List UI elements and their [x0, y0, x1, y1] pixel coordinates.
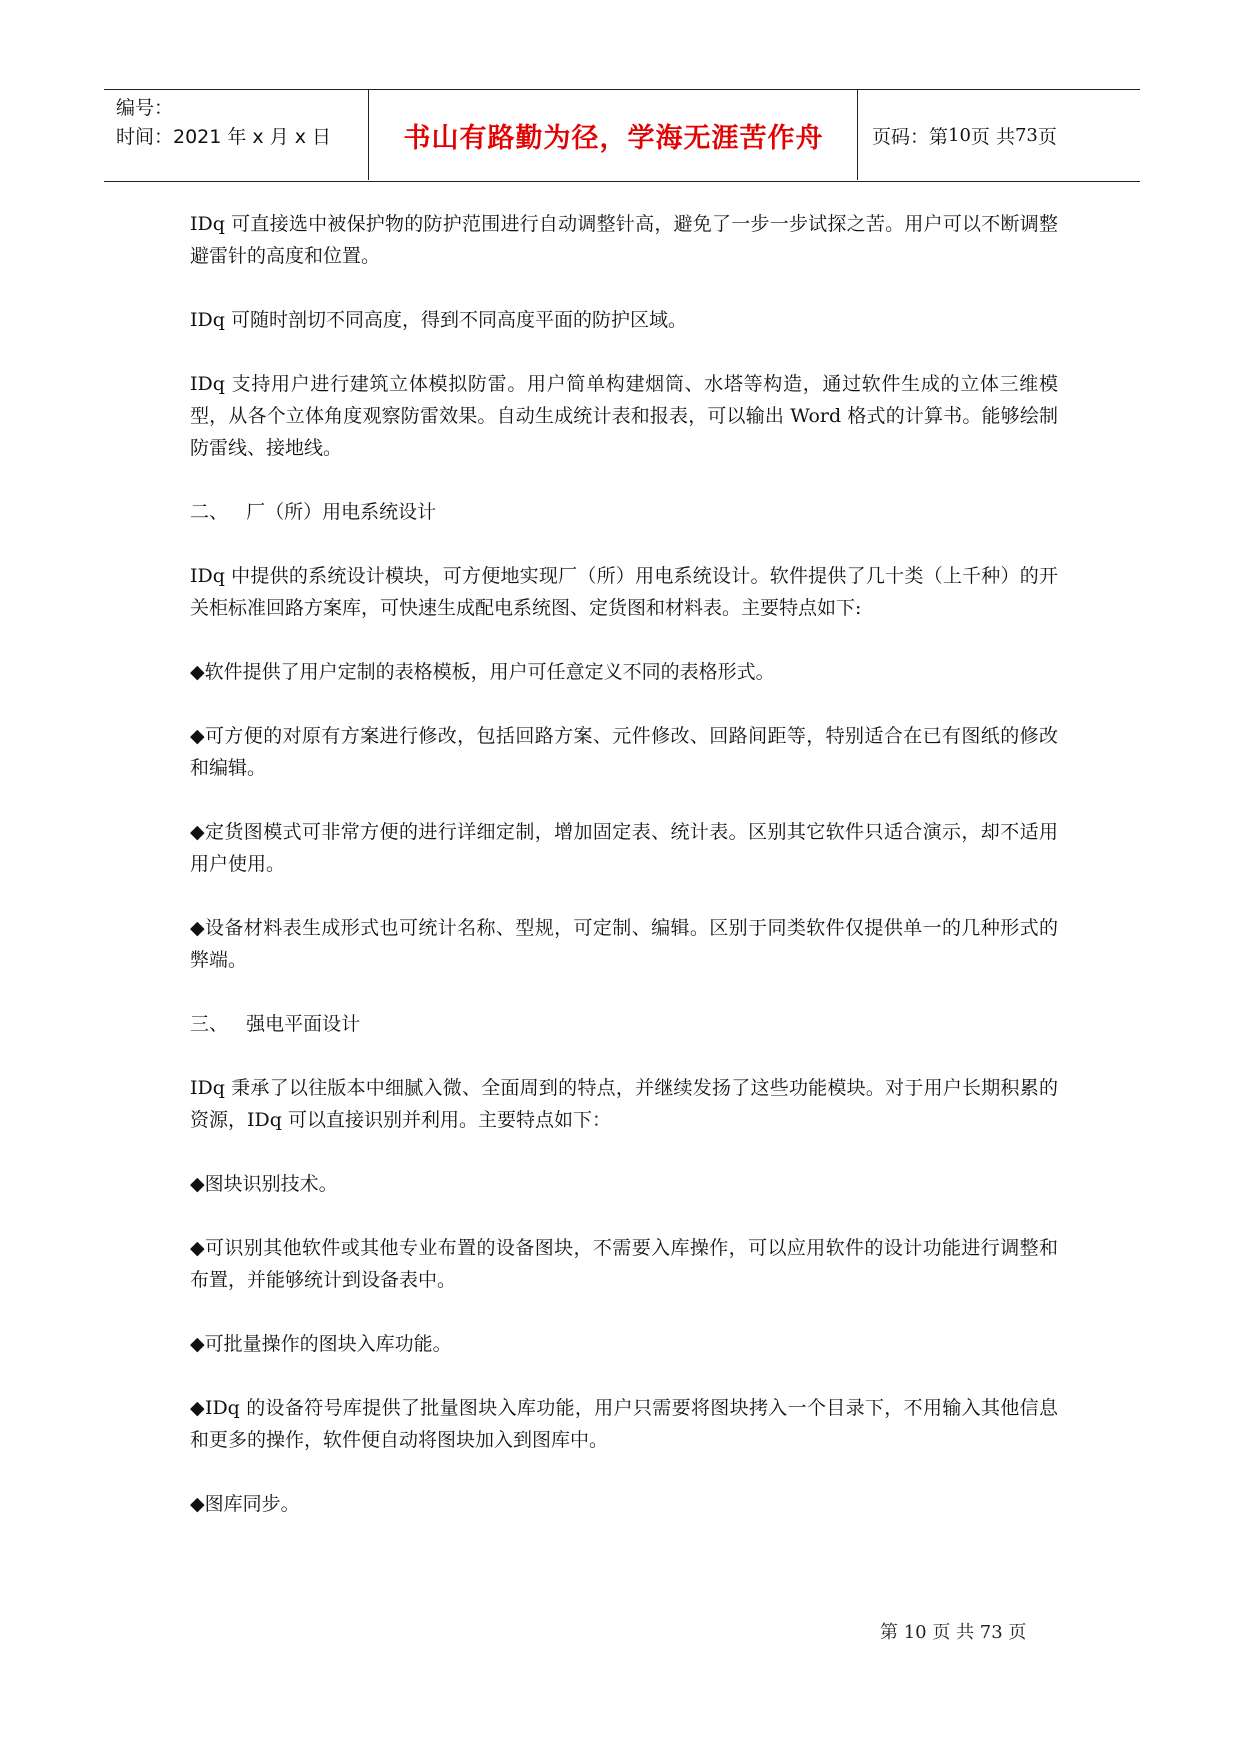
paragraph: IDq 可直接选中被保护物的防护范围进行自动调整针高，避免了一步一步试探之苦。用户可以不断调整避雷针的高度和位置。 [190, 213, 1058, 267]
paragraph: IDq 中提供的系统设计模块，可方便地实现厂（所）用电系统设计。软件提供了几十类（上千种）的开关柜标准回路方案库，可快速生成配电系统图、定货图和材料表。主要特点如下: [190, 565, 1058, 619]
page-middle: 页 共 [970, 125, 1015, 148]
page-current: 10 [948, 124, 971, 146]
bullet-item: ◆定货图模式可非常方便的进行详细定制，增加固定表、统计表。区别其它软件只适合演示，却不适用用户使用。 [190, 821, 1058, 875]
page-prefix: 页码：第 [872, 125, 949, 148]
header-meta [116, 94, 371, 152]
page-suffix: 页 [1037, 125, 1057, 148]
document-body [190, 208, 1058, 1520]
bullet-item: ◆图库同步。 [190, 1493, 300, 1515]
bullet-item: ◆可批量操作的图块入库功能。 [190, 1333, 452, 1355]
bullet-item: ◆设备材料表生成形式也可统计名称、型规，可定制、编辑。区别于同类软件仅提供单一的几种形式的弊端。 [190, 917, 1058, 971]
paragraph: IDq 秉承了以往版本中细腻入微、全面周到的特点，并继续发扬了这些功能模块。对于用户长期积累的资源，IDq 可以直接识别并利用。主要特点如下： [190, 1077, 1058, 1131]
header-motto: 书山有路勤为径，学海无涯苦作舟 [403, 122, 824, 154]
header-divider [857, 90, 858, 180]
paragraph: IDq 支持用户进行建筑立体模拟防雷。用户简单构建烟筒、水塔等构造，通过软件生成的立体三维模型，从各个立体角度观察防雷效果。自动生成统计表和报表，可以输出 Word 格式的计算书。能够绘制防雷线、接地线。 [190, 373, 1058, 459]
bullet-item: ◆图块识别技术。 [190, 1173, 338, 1195]
section-heading: 三、 强电平面设计 [190, 1013, 361, 1035]
header-page-indicator [872, 90, 1140, 180]
document-time: 时间：2021 年 x 月 x 日 [116, 126, 332, 148]
section-heading: 二、 厂（所）用电系统设计 [190, 501, 437, 523]
bullet-item: ◆可方便的对原有方案进行修改，包括回路方案、元件修改、回路间距等，特别适合在已有图纸的修改和编辑。 [190, 725, 1058, 779]
page-total: 73 [1014, 124, 1038, 146]
document-number-label: 编号： [116, 97, 174, 119]
page-header [104, 89, 1140, 182]
bullet-item: ◆可识别其他软件或其他专业布置的设备图块，不需要入库操作，可以应用软件的设计功能进行调整和布置，并能够统计到设备表中。 [190, 1237, 1058, 1291]
bullet-item: ◆IDq 的设备符号库提供了批量图块入库功能，用户只需要将图块拷入一个目录下，不用输入其他信息和更多的操作，软件便自动将图块加入到图库中。 [190, 1397, 1058, 1451]
header-divider [368, 90, 369, 180]
paragraph: IDq 可随时剖切不同高度，得到不同高度平面的防护区域。 [190, 309, 687, 331]
bullet-item: ◆软件提供了用户定制的表格模板，用户可任意定义不同的表格形式。 [190, 661, 775, 683]
page-footer: 第 10 页 共 73 页 [880, 1622, 1027, 1643]
